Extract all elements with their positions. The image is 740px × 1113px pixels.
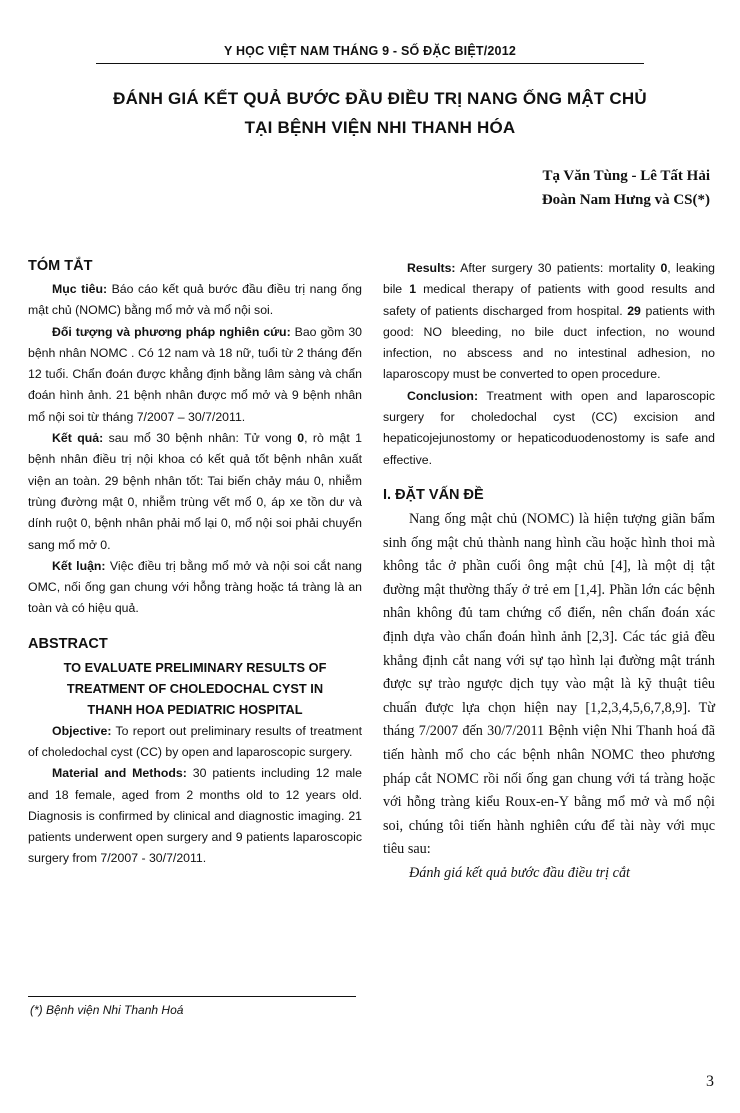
title-line-2: TẠI BỆNH VIỆN NHI THANH HÓA	[244, 118, 516, 137]
abstract-heading: ABSTRACT	[28, 635, 108, 652]
abstract-results-one: 1	[409, 282, 417, 297]
abstract-objective-text: To report out preliminary results of treatment of choledochal cyst (CC) by open and laparoscopic surgery.	[28, 723, 362, 759]
summary-conclusion-text: Việc điều trị bằng mổ mở và nội soi cắt nang OMC, nối ống gan chung với hỗng tràng hoặc tá tràng là an toàn và có hiệu quả.	[28, 558, 362, 616]
abstract-title-line-1: TO EVALUATE PRELIMINARY RESULTS OF	[63, 659, 327, 675]
intro-paragraph: Nang ống mật chủ (NOMC) là hiện tượng giãn bẩm sinh ống mật chủ thành nang hình cầu hoặc hình thoi mà không tắc ở phần cuối ông mật chủ [4], là một dị tật đường mật thường thấy ở trẻ em [1,4]. Phần lớn các bệnh nhân không đủ tam chứng cổ điển, nên chẩn đoán xác định dựa vào chẩn đoán hình ảnh [2,3]. Các tác giả đều khẳng định cắt nang với sự tạo hình lại đường mật tránh được sự trào ngược dịch tụy vào mật là kỹ thuật tiêu chuẩn được lựa chọn hiện nay [1,2,3,4,5,6,7,8,9]. Từ tháng 7/2007 đến 30/7/2011 Bệnh viện Nhi Thanh hoá đã tiến hành mổ cho các bệnh nhân NOMC theo phương pháp cắt NOMC rồi nối ống gan chung với tá tràng hoặc với hỗng tràng kiểu Roux-en-Y bằng mổ mở và mổ nội soi, chúng tôi tiến hành nghiên cứu để tài này với mục tiêu sau:	[383, 510, 715, 858]
abstract-methods	[28, 763, 362, 869]
page-number: 3	[706, 1073, 714, 1090]
summary-results-label: Kết quả:	[52, 431, 104, 446]
header-rule	[96, 63, 644, 64]
summary-subjects-label: Đối tượng và phương pháp nghiên cứu:	[52, 324, 291, 339]
abstract-objective	[28, 721, 362, 764]
summary-objective-label: Mục tiêu:	[52, 282, 108, 296]
author-list	[542, 164, 710, 212]
summary-subjects	[28, 322, 362, 428]
summary-heading: TÓM TẮT	[28, 258, 93, 274]
intro-objective: Đánh giá kết quả bước đầu điều trị cắt	[409, 864, 630, 881]
summary-conclusion-label: Kết luận:	[52, 558, 106, 573]
abstract-results-text-c: medical therapy of patients with good results and safety of patients discharged from hospital.	[383, 282, 715, 318]
summary-conclusion	[28, 556, 362, 620]
summary-subjects-text: Bao gồm 30 bệnh nhân NOMC . Có 12 nam và 18 nữ, tuổi từ 2 tháng đến 12 tuổi. Chẩn đoán được khẳng định bằng lâm sàng và chẩn đoán hình ảnh. 21 bệnh nhân được mổ mở và 9 bệnh nhân mổ nội soi từ tháng 7/2007 – 30/7/2011.	[28, 324, 362, 424]
abstract-results-zero: 0	[660, 261, 668, 275]
abstract-results-label: Results:	[407, 261, 456, 275]
abstract-results-text-a: After surgery 30 patients: mortality	[455, 261, 661, 275]
abstract-results	[383, 258, 715, 386]
left-column	[28, 258, 362, 870]
abstract-results-text-d: patients with good: NO bleeding, no bile duct infection, no wound infection, no abscess and no intestinal adhesion, no laparoscopy must be converted to open procedure.	[383, 303, 715, 382]
intro-heading: I. ĐẶT VẤN ĐỀ	[383, 486, 484, 503]
abstract-results-29: 29	[627, 303, 641, 318]
abstract-title-line-2: TREATMENT OF CHOLEDOCHAL CYST IN	[66, 681, 324, 697]
summary-results-text-a: sau mổ 30 bệnh nhân: Tử vong	[103, 431, 298, 446]
article-title	[60, 84, 700, 142]
abstract-methods-label: Material and Methods:	[52, 766, 187, 781]
summary-results-zero: 0	[297, 431, 305, 446]
right-column	[383, 258, 715, 885]
abstract-objective-label: Objective:	[52, 723, 112, 738]
abstract-conclusion-label: Conclusion:	[407, 388, 479, 403]
title-line-1: ĐÁNH GIÁ KẾT QUẢ BƯỚC ĐẦU ĐIỀU TRỊ NANG ỐNG MẬT CHỦ	[113, 89, 647, 108]
footnote: (*) Bệnh viện Nhi Thanh Hoá	[30, 1003, 184, 1017]
abstract-title-line-3: THANH HOA PEDIATRIC HOSPITAL	[87, 702, 303, 718]
abstract-methods-text: 30 patients including 12 male and 18 female, aged from 2 months old to 12 years old. Diagnosis is confirmed by clinical and diagnostic imaging. 21 patients underwent open surgery and 9 patients laparoscopic surgery from 7/2007 - 30/7/2011.	[28, 766, 362, 866]
summary-results-text-b: , rò mật 1 bệnh nhân điều trị nội khoa có kết quả tốt bệnh nhân xuất viện an toàn. 29 bệnh nhân tốt: Tai biến chảy máu 0, nhiễm trùng đường mật 0, nhiễm trùng vết mổ 0, áp xe tồn dư và dính ruột 0, bệnh nhân phải mổ lại 0, mổ nội soi phải chuyển sang mổ mở 0.	[28, 431, 362, 552]
summary-objective	[28, 279, 362, 322]
authors-line-2: Đoàn Nam Hưng và CS(*)	[541, 192, 710, 208]
abstract-results-text-b: , leaking bile	[383, 261, 715, 297]
summary-objective-text: Báo cáo kết quả bước đầu điều trị nang ống mật chủ (NOMC) bằng mổ mở và mổ nội soi.	[28, 282, 363, 318]
abstract-conclusion	[383, 386, 715, 471]
authors-line-1: Tạ Văn Tùng - Lê Tất Hải	[542, 168, 710, 184]
journal-header: Y HỌC VIỆT NAM THÁNG 9 - SỐ ĐẶC BIỆT/2012	[223, 44, 517, 58]
summary-results	[28, 428, 362, 556]
abstract-conclusion-text: Treatment with open and laparoscopic surgery for choledochal cyst (CC) excision and hepaticojejunostomy or hepaticoduodenostomy is safe and effective.	[383, 388, 715, 467]
footnote-rule	[28, 996, 356, 997]
